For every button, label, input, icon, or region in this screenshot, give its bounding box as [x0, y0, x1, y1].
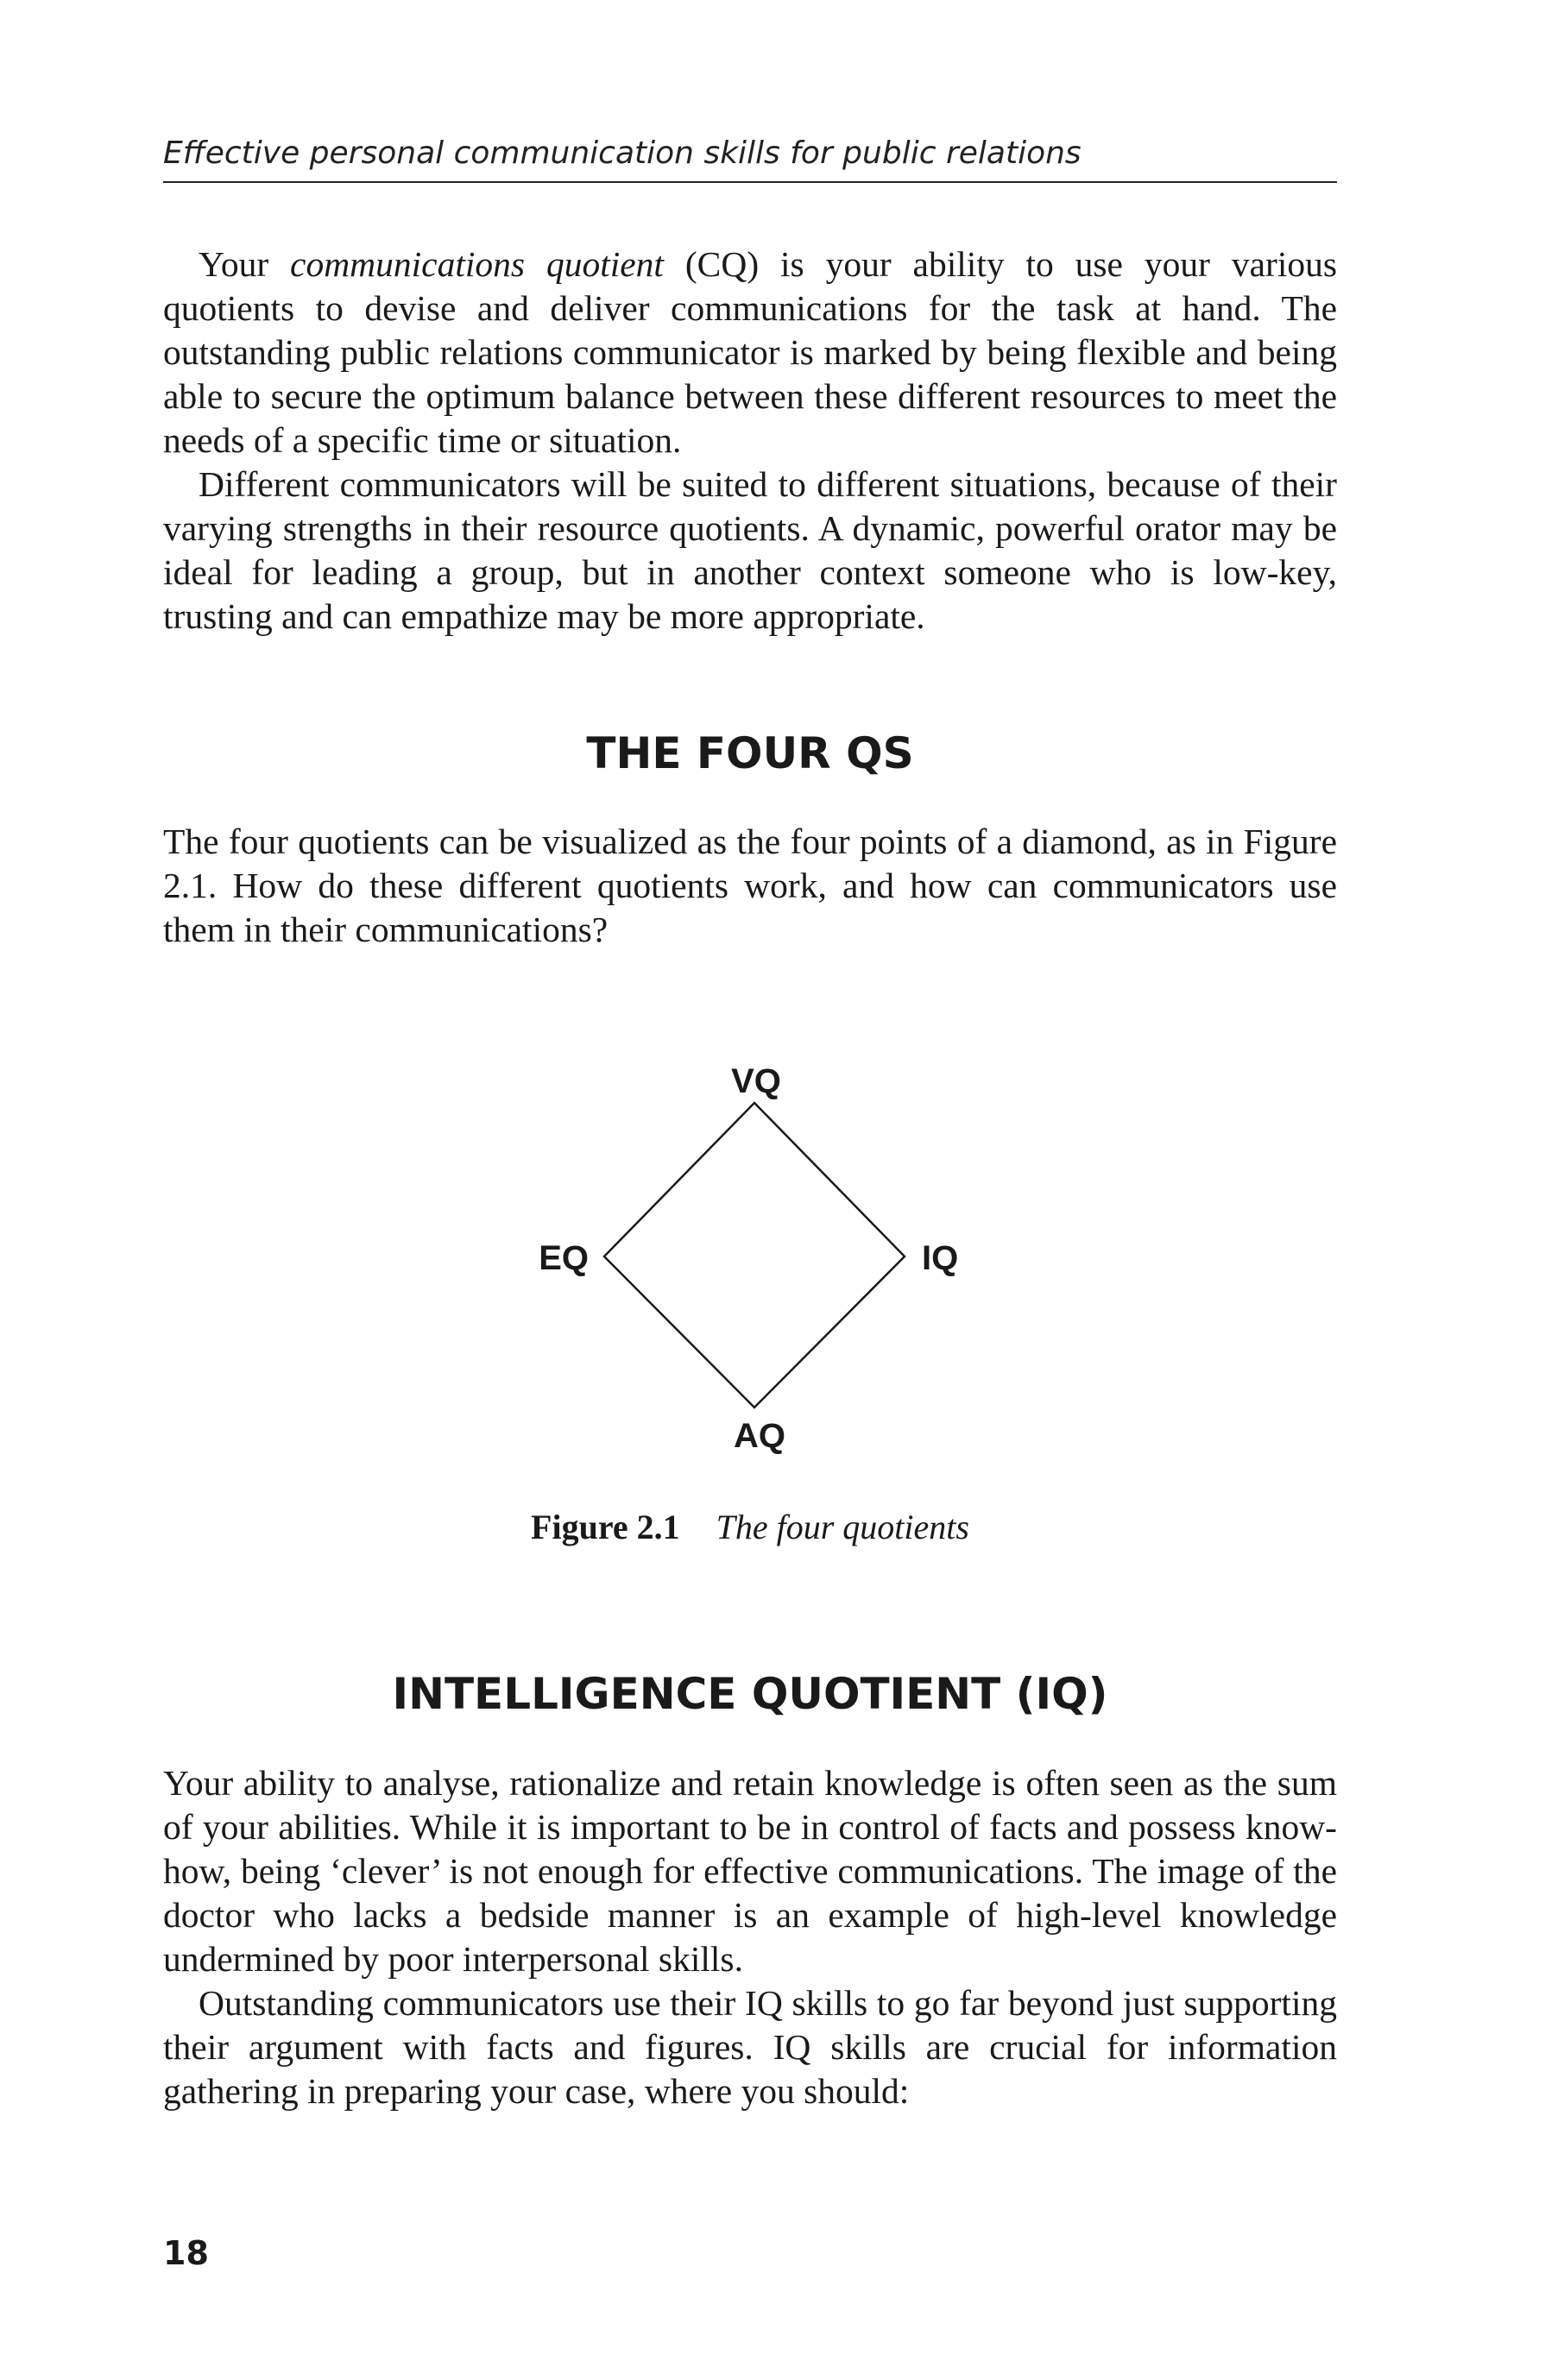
- four-qs-paragraph: The four quotients can be visualized as the four points of a diamond, as in Figure 2.1. How do these different quotients work, and how can communicators use them in their communications?: [163, 822, 1337, 949]
- label-iq: IQ: [922, 1239, 959, 1277]
- intro-paragraph-2: Different communicators will be suited to different situations, because of their varying strengths in their resource quotients. A dynamic, powerful orator may be ideal for leading a group, but in another context someone who is low-key, trusting and can empathize may be more appropriate.: [163, 464, 1337, 636]
- running-head: Effective personal communication skills for public relations: [163, 129, 1337, 183]
- iq-paragraph-2: Outstanding communicators use their IQ skills to go far beyond just supporting their argument with facts and figures. IQ skills are crucial for information gathering in preparing your case, where you should:: [163, 1983, 1337, 2111]
- label-vq: VQ: [731, 1062, 781, 1100]
- page-number: 18: [163, 2234, 209, 2272]
- label-aq: AQ: [734, 1417, 785, 1455]
- intro-lead: Your: [199, 244, 291, 284]
- iq-text: [163, 1761, 1337, 2113]
- figure-number: Figure 2.1: [531, 1508, 680, 1546]
- intro-rest: (CQ) is your ability to use your various quotients to devise and deliver communications for the task at hand. The outstanding public relations communicator is marked by being flexible and being able to secure the optimum balance between these different resources to meet the needs of a specific time or situation.: [163, 244, 1337, 460]
- four-qs-heading: THE FOUR QS: [586, 728, 914, 778]
- cq-term: communications quotient: [290, 244, 664, 284]
- diamond-shape: [604, 1103, 905, 1407]
- label-eq: EQ: [539, 1239, 589, 1277]
- iq-paragraph-1: Your ability to analyse, rationalize and retain knowledge is often seen as the sum of your abilities. While it is important to be in control of facts and possess know-how, being ‘clever’ is not enough for effective communications. The image of the doctor who lacks a bedside manner is an example of high-level knowledge undermined by poor interpersonal skills.: [163, 1763, 1337, 1979]
- figure-caption: [163, 1503, 1337, 1552]
- figure-title: The four quotients: [716, 1508, 969, 1546]
- iq-heading: INTELLIGENCE QUOTIENT (IQ): [392, 1669, 1108, 1719]
